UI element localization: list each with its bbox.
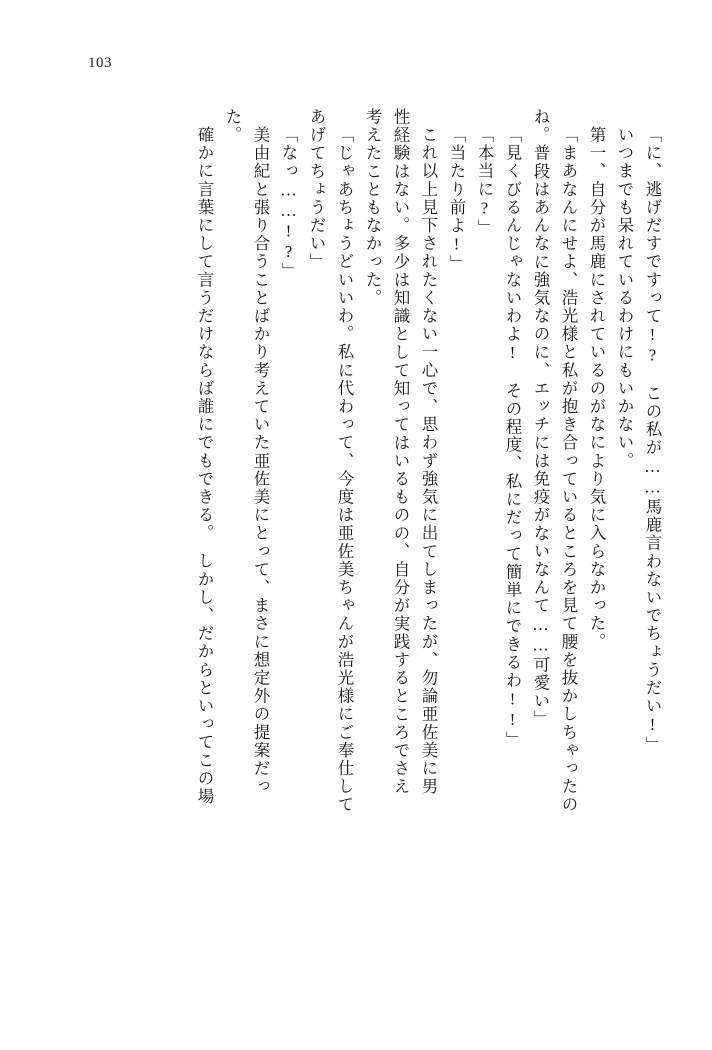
page-number: 103 <box>88 55 112 71</box>
text-line: 「なっ……!?」 <box>279 126 298 281</box>
body-text-vertical <box>52 108 660 988</box>
text-line: いつまでも呆れているわけにもいかない。 <box>615 126 634 470</box>
text-line: 第一、自分が馬鹿にされているのがなにより気に入らなかった。 <box>587 126 606 651</box>
text-line: ね。普段はあんなに強気なのに、エッチには免疫がないなんて……可愛い」 <box>531 108 550 729</box>
text-line: 「見くびるんじゃないわよ! その程度、私にだって簡単にできるわ!!」 <box>503 126 522 749</box>
text-line: これ以上見下されたくない一心で、思わず強気に出てしまったが、勿論亜佐美に男 <box>419 126 438 796</box>
text-line: 美由紀と張り合うことばかり考えていた亜佐美にとって、まさに想定外の提案だっ <box>251 126 270 796</box>
text-line: た。 <box>223 108 242 145</box>
text-line: 「に、逃げだすですって!? この私が……馬鹿言わないでちょうだい!」 <box>643 126 662 754</box>
text-line: 考えたこともなかった。 <box>363 108 382 308</box>
text-line: 「まあなんにせよ、浩光様と私が抱き合っているところを見て腰を抜かしちゃったの <box>559 126 578 814</box>
text-line: 「当たり前よ!」 <box>447 126 466 274</box>
text-line: あげてちょうだい」 <box>307 108 326 271</box>
text-line: 「本当に?」 <box>475 126 494 238</box>
text-line: 確かに言葉にして言うだけならば誰にでもできる。 しかし、だからといってこの場 <box>195 126 214 806</box>
text-line: 性経験はない。多少は知識として知ってはいるものの、自分が実践するところでさえ <box>391 108 410 796</box>
text-line: 「じゃあちょうどいいわ。私に代わって、今度は亜佐美ちゃんが浩光様にご奉仕して <box>335 126 354 814</box>
